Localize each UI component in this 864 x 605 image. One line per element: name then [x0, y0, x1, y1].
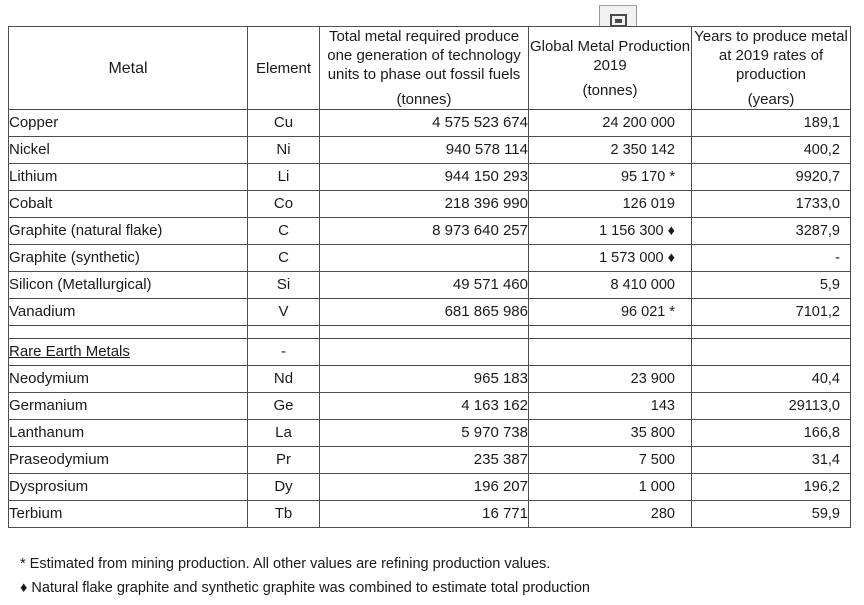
cell-metal: Neodymium: [9, 366, 248, 393]
cell-years: 40,4: [692, 366, 851, 393]
table-row: [9, 501, 851, 528]
section-title-rare-earth-metals: Rare Earth Metals: [9, 339, 248, 366]
metals-table-container: [8, 26, 850, 528]
spacer-cell: [9, 326, 248, 339]
cell-total: 235 387: [320, 447, 529, 474]
table-row: [9, 393, 851, 420]
cell-total: 940 578 114: [320, 137, 529, 164]
spacer-cell: [248, 326, 320, 339]
cell-total: 944 150 293: [320, 164, 529, 191]
table-body: [9, 110, 851, 528]
table-row: [9, 447, 851, 474]
cell-total: 49 571 460: [320, 272, 529, 299]
cell-years: 196,2: [692, 474, 851, 501]
cell-element: Nd: [248, 366, 320, 393]
cell-global: 23 900: [529, 366, 692, 393]
cell-years: 29113,0: [692, 393, 851, 420]
cell-metal: Lithium: [9, 164, 248, 191]
cell-years: 59,9: [692, 501, 851, 528]
cell-metal: Germanium: [9, 393, 248, 420]
cell-total: 681 865 986: [320, 299, 529, 326]
cell-total: 4 163 162: [320, 393, 529, 420]
header-global-production-units: (tonnes): [582, 81, 638, 99]
cell-global: 7 500: [529, 447, 692, 474]
cell-global: 35 800: [529, 420, 692, 447]
cell-metal: Praseodymium: [9, 447, 248, 474]
cell-metal: Graphite (synthetic): [9, 245, 248, 272]
header-global-production: [529, 27, 692, 110]
cell-metal: Graphite (natural flake): [9, 218, 248, 245]
cell-years: 7101,2: [692, 299, 851, 326]
cell-years: 3287,9: [692, 218, 851, 245]
section-cell-total: [320, 339, 529, 366]
header-total-required: [320, 27, 529, 110]
cell-years: 9920,7: [692, 164, 851, 191]
cell-years: 5,9: [692, 272, 851, 299]
cell-metal: Vanadium: [9, 299, 248, 326]
cell-metal: Cobalt: [9, 191, 248, 218]
table-row: [9, 272, 851, 299]
cell-element: Co: [248, 191, 320, 218]
cell-metal: Lanthanum: [9, 420, 248, 447]
cell-years: 400,2: [692, 137, 851, 164]
cell-total: 8 973 640 257: [320, 218, 529, 245]
header-element: Element: [248, 27, 320, 110]
table-row: [9, 191, 851, 218]
cell-global: 8 410 000: [529, 272, 692, 299]
cell-total: 196 207: [320, 474, 529, 501]
footnote-estimated: * Estimated from mining production. All other values are refining production values.: [20, 556, 551, 572]
cell-element: Tb: [248, 501, 320, 528]
section-cell-global: [529, 339, 692, 366]
table-row: [9, 474, 851, 501]
header-total-required-text: Total metal required produce one generation of technology units to phase out fossil fuels: [327, 28, 521, 83]
cell-element: Li: [248, 164, 320, 191]
cell-global: 95 170 *: [529, 164, 692, 191]
header-metal: Metal: [9, 27, 248, 110]
spacer-cell: [692, 326, 851, 339]
cell-metal: Dysprosium: [9, 474, 248, 501]
header-years: [692, 27, 851, 110]
spacer-cell: [529, 326, 692, 339]
cell-total: 5 970 738: [320, 420, 529, 447]
cell-global: 1 000: [529, 474, 692, 501]
cell-global: 280: [529, 501, 692, 528]
header-total-required-units: (tonnes): [396, 91, 452, 108]
footnote-graphite: ♦ Natural flake graphite and synthetic graphite was combined to estimate total production: [20, 580, 590, 596]
cell-element: Ge: [248, 393, 320, 420]
cell-element: Cu: [248, 110, 320, 137]
cell-total: 4 575 523 674: [320, 110, 529, 137]
cell-global: 126 019: [529, 191, 692, 218]
cell-metal: Nickel: [9, 137, 248, 164]
cell-element: V: [248, 299, 320, 326]
cell-global: 143: [529, 393, 692, 420]
table-row: [9, 366, 851, 393]
cell-total: 218 396 990: [320, 191, 529, 218]
cell-element: Dy: [248, 474, 320, 501]
cell-global: 2 350 142: [529, 137, 692, 164]
table-spacer-row: [9, 326, 851, 339]
table-header: [9, 27, 851, 110]
cell-element: C: [248, 245, 320, 272]
header-years-units: (years): [747, 91, 795, 108]
header-years-text: Years to produce metal at 2019 rates of production: [694, 28, 848, 83]
table-row: [9, 164, 851, 191]
cell-element: Ni: [248, 137, 320, 164]
cell-total: [320, 245, 529, 272]
section-element: -: [248, 339, 320, 366]
metals-table: [8, 26, 851, 528]
table-footnotes: [20, 552, 840, 600]
table-row: [9, 245, 851, 272]
cell-metal: Copper: [9, 110, 248, 137]
cell-metal: Silicon (Metallurgical): [9, 272, 248, 299]
section-cell-years: [692, 339, 851, 366]
cell-element: Pr: [248, 447, 320, 474]
cell-years: 31,4: [692, 447, 851, 474]
cell-metal: Terbium: [9, 501, 248, 528]
cell-years: 166,8: [692, 420, 851, 447]
cell-global: 1 156 300 ♦: [529, 218, 692, 245]
spacer-cell: [320, 326, 529, 339]
cell-element: C: [248, 218, 320, 245]
cell-total: 965 183: [320, 366, 529, 393]
table-row: [9, 420, 851, 447]
header-global-production-text: Global Metal Production 2019: [529, 37, 691, 74]
cell-years: -: [692, 245, 851, 272]
table-header-row: [9, 27, 851, 110]
table-row: [9, 110, 851, 137]
cell-global: 96 021 *: [529, 299, 692, 326]
table-row: [9, 218, 851, 245]
cell-years: 1733,0: [692, 191, 851, 218]
cell-years: 189,1: [692, 110, 851, 137]
cell-element: Si: [248, 272, 320, 299]
cell-global: 1 573 000 ♦: [529, 245, 692, 272]
table-row: [9, 137, 851, 164]
table-section-row: [9, 339, 851, 366]
cell-global: 24 200 000: [529, 110, 692, 137]
table-row: [9, 299, 851, 326]
cell-element: La: [248, 420, 320, 447]
cell-total: 16 771: [320, 501, 529, 528]
